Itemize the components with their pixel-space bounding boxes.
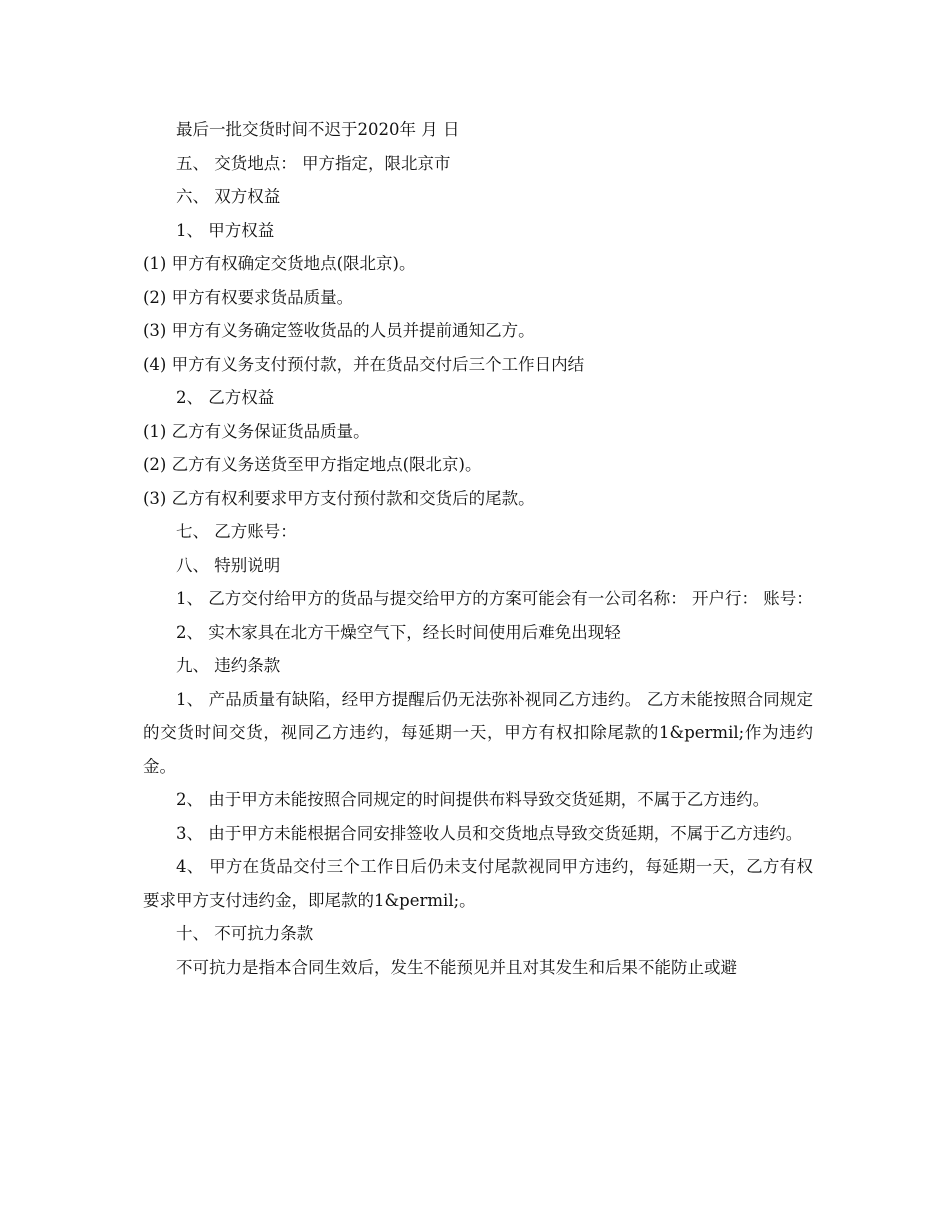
paragraph-special-note-2: 2、 实木家具在北方干燥空气下，经长时间使用后难免出现轻 [176,622,621,642]
list-item: (3) 乙方有权利要求甲方支付预付款和交货后的尾款。 [143,488,535,508]
list-item: (3) 甲方有义务确定签收货品的人员并提前通知乙方。 [143,321,535,340]
paragraph-special-note-1: 1、 乙方交付给甲方的货品与提交给甲方的方案可能会有一公司名称： 开户行： 账号： [176,589,813,608]
heading-special-notes: 八、 特别说明 [176,555,281,575]
list-item: (1) 甲方有权确定交货地点(限北京)。 [143,254,416,273]
paragraph-force-majeure: 不可抗力是指本合同生效后，发生不能预见并且对其发生和后果不能防止或避 [176,957,737,977]
subheading-party-a-rights: 1、 甲方权益 [176,220,275,240]
paragraph-breach-1: 1、 产品质量有缺陷，经甲方提醒后仍无法弥补视同乙方违约。 乙方未能按照合同规定的交货时间交货，视同乙方违约，每延期一天，甲方有权扣除尾款的1&permil;作为违约金。 [143,689,813,776]
heading-delivery-location: 五、 交货地点： 甲方指定，限北京市 [176,153,451,173]
list-item: (2) 甲方有权要求货品质量。 [143,287,354,307]
heading-force-majeure: 十、 不可抗力条款 [176,924,314,943]
document-body [143,113,813,984]
paragraph-breach-4: 4、 甲方在货品交付三个工作日后仍未支付尾款视同甲方违约，每延期一天，乙方有权要求甲方支付违约金，即尾款的1&permil;。 [143,857,813,910]
heading-breach-clauses: 九、 违约条款 [176,656,281,675]
list-item: (1) 乙方有义务保证货品质量。 [143,421,370,441]
heading-mutual-rights: 六、 双方权益 [176,187,281,206]
paragraph-breach-3: 3、 由于甲方未能根据合同安排签收人员和交货地点导致交货延期，不属于乙方违约。 [176,823,803,843]
list-item: (4) 甲方有义务支付预付款，并在货品交付后三个工作日内结 [143,354,585,374]
list-item: (2) 乙方有义务送货至甲方指定地点(限北京)。 [143,455,482,474]
subheading-party-b-rights: 2、 乙方权益 [176,388,275,407]
paragraph-final-delivery-time: 最后一批交货时间不迟于2020年 月 日 [176,120,460,139]
paragraph-breach-2: 2、 由于甲方未能按照合同规定的时间提供布料导致交货延期，不属于乙方违约。 [176,790,770,809]
heading-party-b-account: 七、 乙方账号： [176,522,297,541]
